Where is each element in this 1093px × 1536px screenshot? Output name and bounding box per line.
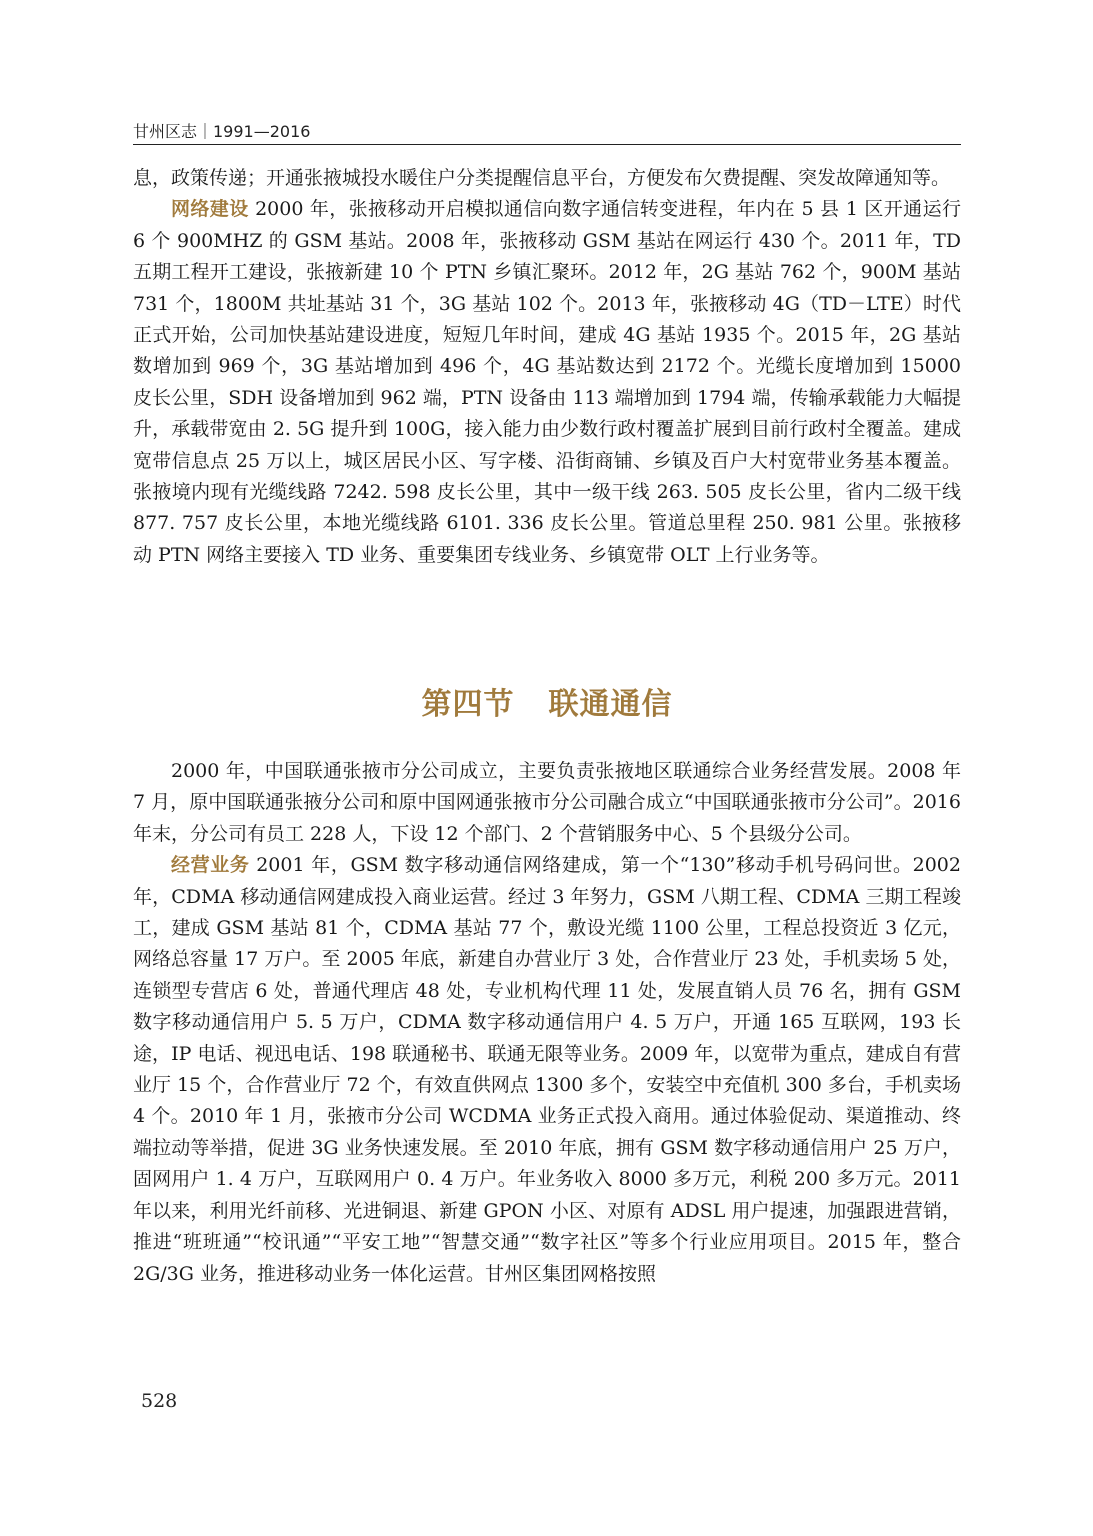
paragraph-continuation: 息，政策传递；开通张掖城投水暖住户分类提醒信息平台，方便发布欠费提醒、突发故障通知等。 xyxy=(133,167,951,189)
paragraph-network-construction xyxy=(133,194,961,571)
running-header xyxy=(133,122,961,145)
paragraph-lead-heading: 经营业务 xyxy=(171,854,250,877)
body-text-bottom xyxy=(133,756,961,1290)
running-header-text: 甘州区志｜1991—2016 xyxy=(133,122,311,141)
section-name: 联通通信 xyxy=(548,687,673,722)
paragraph-business-operations xyxy=(133,850,961,1290)
paragraph-intro: 2000 年，中国联通张掖市分公司成立，主要负责张掖地区联通综合业务经营发展。2008 年 7 月，原中国联通张掖分公司和原中国网通张掖市分公司融合成立“中国联通张掖市分公司”。2016 年末，分公司有员工 228 人，下设 12 个部门、2 个营销服务中心、5 个县级分公司。 xyxy=(133,760,961,845)
page-number: 528 xyxy=(141,1390,178,1412)
paragraph-body: 2000 年，张掖移动开启模拟通信向数字通信转变进程，年内在 5 县 1 区开通运行 6 个 900MHZ 的 GSM 基站。2008 年，张掖移动 GSM 基站在网运行 430 个。2011 年，TD 五期工程开工建设，张掖新建 10 个 PTN 乡镇汇聚环。2012 年，2G 基站 762 个，900M 基站 731 个，1800M 共址基站 31 个，3G 基站 102 个。2013 年，张掖移动 4G（TD－LTE）时代正式开始，公司加快基站建设进度，短短几年时间，建成 4G 基站 1935 个。2015 年，2G 基站数增加到 969 个，3G 基站增加到 496 个，4G 基站数达到 2172 个。光缆长度增加到 15000 皮长公里，SDH 设备增加到 962 端，PTN 设备由 113 端增加到 1794 端，传输承载能力大幅提升，承载带宽由 2. 5G 提升到 100G，接入能力由少数行政村覆盖扩展到目前行政村全覆盖。建成宽带信息点 25 万以上，城区居民小区、写字楼、沿街商铺、乡镇及百户大村宽带业务基本覆盖。张掖境内现有光缆线路 7242. 598 皮长公里，其中一级干线 263. 505 皮长公里，省内二级干线 877. 757 皮长公里，本地光缆线路 6101. 336 皮长公里。管道总里程 250. 981 公里。张掖移动 PTN 网络主要接入 TD 业务、重要集团专线业务、乡镇宽带 OLT 上行业务等。 xyxy=(133,198,961,566)
paragraph-body: 2001 年，GSM 数字移动通信网络建成，第一个“130”移动手机号码问世。2002 年，CDMA 移动通信网建成投入商业运营。经过 3 年努力，GSM 八期工程、CDMA 三期工程竣工，建成 GSM 基站 81 个，CDMA 基站 77 个，敷设光缆 1100 公里，工程总投资近 3 亿元，网络总容量 17 万户。至 2005 年底，新建自办营业厅 3 处，合作营业厅 23 处，手机卖场 5 处，连锁型专营店 6 处，普通代理店 48 处，专业机构代理 11 处，发展直销人员 76 名，拥有 GSM 数字移动通信用户 5. 5 万户，CDMA 数字移动通信用户 4. 5 万户，开通 165 互联网，193 长途，IP 电话、视迅电话、198 联通秘书、联通无限等业务。2009 年，以宽带为重点，建成自有营业厅 15 个，合作营业厅 72 个，有效直供网点 1300 多个，安装空中充值机 300 多台，手机卖场 4 个。2010 年 1 月，张掖市分公司 WCDMA 业务正式投入商用。通过体验促动、渠道推动、终端拉动等举措，促进 3G 业务快速发展。至 2010 年底，拥有 GSM 数字移动通信用户 25 万户，固网用户 1. 4 万户，互联网用户 0. 4 万户。年业务收入 8000 多万元，利税 200 多万元。2011 年以来，利用光纤前移、光进铜退、新建 GPON 小区、对原有 ADSL 用户提速，加强跟进营销，推进“班班通”“校讯通”“平安工地”“智慧交通”“数字社区”等多个行业应用项目。2015 年，整合 2G/3G 业务，推进移动业务一体化运营。甘州区集团网格按照 xyxy=(133,854,961,1285)
paragraph-lead-heading: 网络建设 xyxy=(171,198,249,221)
body-text-top xyxy=(133,163,961,571)
section-heading xyxy=(133,683,961,727)
section-number: 第四节 xyxy=(421,687,515,722)
